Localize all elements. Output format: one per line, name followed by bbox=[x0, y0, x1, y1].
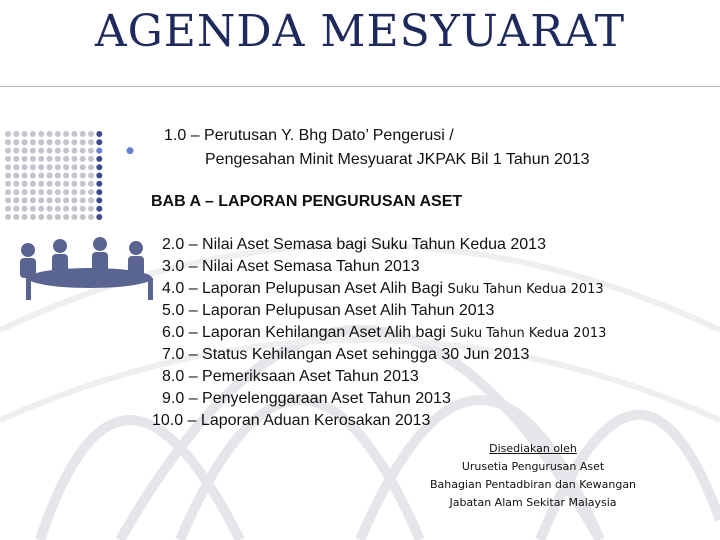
decor-dot bbox=[63, 181, 69, 187]
decor-dot bbox=[38, 206, 44, 212]
decor-dot bbox=[96, 189, 102, 195]
decor-dot bbox=[96, 173, 102, 179]
decor-dot bbox=[55, 164, 61, 170]
decor-dot bbox=[5, 131, 11, 137]
decor-dot bbox=[5, 139, 11, 145]
footer-line-3: Jabatan Alam Sekitar Malaysia bbox=[449, 496, 617, 509]
decor-dot bbox=[63, 139, 69, 145]
decor-dot bbox=[30, 189, 36, 195]
decor-dot bbox=[30, 173, 36, 179]
decor-dot bbox=[88, 197, 94, 203]
decor-dot bbox=[71, 197, 77, 203]
decor-dot bbox=[13, 197, 19, 203]
decor-dot bbox=[71, 173, 77, 179]
agenda-item-text: 2.0 – Nilai Aset Semasa bagi Suku Tahun Kedua 2013 bbox=[162, 236, 546, 253]
decor-dot bbox=[30, 181, 36, 187]
decor-dot bbox=[13, 181, 19, 187]
decor-dot bbox=[63, 206, 69, 212]
decor-dot bbox=[38, 139, 44, 145]
meeting-silhouette-icon bbox=[8, 232, 168, 302]
decor-dot bbox=[13, 173, 19, 179]
decor-dot bbox=[55, 156, 61, 162]
footer-credit bbox=[420, 440, 646, 512]
decor-dot bbox=[22, 148, 28, 154]
decor-dot bbox=[55, 206, 61, 212]
decor-dot bbox=[30, 148, 36, 154]
decor-dot bbox=[5, 173, 11, 179]
agenda-item-suffix: Suku Tahun Kedua 2013 bbox=[447, 282, 604, 297]
agenda-item-text: 4.0 – Laporan Pelupusan Aset Alih Bagi bbox=[162, 280, 448, 297]
agenda-item bbox=[162, 390, 451, 408]
decor-dot bbox=[96, 164, 102, 170]
decor-dot bbox=[96, 148, 102, 154]
decor-dot bbox=[80, 189, 86, 195]
decor-dot bbox=[38, 148, 44, 154]
decor-dot bbox=[47, 214, 53, 220]
decor-dot bbox=[13, 214, 19, 220]
decor-dot bbox=[71, 214, 77, 220]
decor-dot bbox=[47, 156, 53, 162]
decor-dot bbox=[55, 131, 61, 137]
decor-dot bbox=[96, 197, 102, 203]
decor-dot bbox=[71, 189, 77, 195]
decor-dot bbox=[63, 164, 69, 170]
decor-dot bbox=[13, 206, 19, 212]
decor-dot bbox=[38, 164, 44, 170]
agenda-item-text: 6.0 – Laporan Kehilangan Aset Alih bagi bbox=[162, 324, 451, 341]
decor-dot bbox=[38, 189, 44, 195]
decor-dot bbox=[30, 164, 36, 170]
decor-dot bbox=[38, 131, 44, 137]
decor-dot bbox=[30, 139, 36, 145]
decor-dot bbox=[5, 206, 11, 212]
decor-dot bbox=[30, 214, 36, 220]
decor-dot bbox=[71, 206, 77, 212]
agenda-item bbox=[162, 280, 604, 298]
title-divider bbox=[0, 86, 720, 87]
agenda-item bbox=[162, 368, 419, 386]
decor-dot bbox=[22, 197, 28, 203]
footer-line-2: Bahagian Pentadbiran dan Kewangan bbox=[429, 478, 637, 491]
decor-dot bbox=[63, 197, 69, 203]
decor-dot bbox=[22, 189, 28, 195]
decor-dot bbox=[13, 164, 19, 170]
decor-dot bbox=[71, 156, 77, 162]
decor-dot bbox=[5, 197, 11, 203]
decor-dot bbox=[71, 131, 77, 137]
agenda-item-text: 8.0 – Pemeriksaan Aset Tahun 2013 bbox=[162, 368, 419, 385]
decor-dot bbox=[80, 206, 86, 212]
decor-dot bbox=[47, 139, 53, 145]
decor-dot bbox=[22, 164, 28, 170]
decor-dot bbox=[80, 156, 86, 162]
decor-dot bbox=[13, 131, 19, 137]
decor-dot bbox=[30, 206, 36, 212]
decor-dot bbox=[22, 206, 28, 212]
agenda-intro-line2: Pengesahan Minit Mesyuarat JKPAK Bil 1 Tahun 2013 bbox=[205, 151, 590, 168]
decor-dot bbox=[47, 197, 53, 203]
decor-dot bbox=[80, 148, 86, 154]
decor-dot bbox=[96, 131, 102, 137]
decor-dot bbox=[88, 181, 94, 187]
decor-dot bbox=[47, 181, 53, 187]
decor-dot bbox=[5, 148, 11, 154]
dot-grid-decoration bbox=[0, 128, 140, 228]
decor-dot bbox=[88, 148, 94, 154]
decor-dot bbox=[63, 173, 69, 179]
decor-dot bbox=[47, 148, 53, 154]
decor-dot bbox=[22, 181, 28, 187]
decor-dot bbox=[96, 214, 102, 220]
decor-dot bbox=[88, 189, 94, 195]
decor-dot bbox=[38, 197, 44, 203]
decor-dot bbox=[88, 131, 94, 137]
decor-dot bbox=[22, 131, 28, 137]
decor-dot bbox=[71, 139, 77, 145]
decor-dot bbox=[71, 148, 77, 154]
decor-dot bbox=[38, 156, 44, 162]
decor-dot bbox=[63, 131, 69, 137]
decor-dot bbox=[63, 156, 69, 162]
decor-dot-accent bbox=[127, 147, 134, 154]
decor-dot bbox=[88, 214, 94, 220]
agenda-item bbox=[162, 236, 546, 254]
decor-dot bbox=[63, 148, 69, 154]
decor-dot bbox=[55, 181, 61, 187]
decor-dot bbox=[88, 173, 94, 179]
agenda-item bbox=[162, 258, 420, 276]
agenda-intro-line1: 1.0 – Perutusan Y. Bhg Dato’ Pengerusi / bbox=[164, 127, 454, 144]
decor-dot bbox=[47, 189, 53, 195]
agenda-item bbox=[152, 412, 430, 430]
decor-dot bbox=[47, 173, 53, 179]
agenda-item-text: 3.0 – Nilai Aset Semasa Tahun 2013 bbox=[162, 258, 420, 275]
decor-dot bbox=[22, 214, 28, 220]
decor-dot bbox=[5, 181, 11, 187]
decor-dot bbox=[55, 148, 61, 154]
decor-dot bbox=[96, 139, 102, 145]
footer-line-1: Urusetia Pengurusan Aset bbox=[461, 460, 605, 473]
decor-dot bbox=[5, 156, 11, 162]
decor-dot bbox=[71, 181, 77, 187]
decor-dot bbox=[13, 148, 19, 154]
decor-dot bbox=[88, 156, 94, 162]
decor-dot bbox=[47, 131, 53, 137]
decor-dot bbox=[63, 214, 69, 220]
decor-dot bbox=[96, 156, 102, 162]
decor-dot bbox=[55, 139, 61, 145]
footer-heading: Disediakan oleh bbox=[489, 442, 577, 455]
decor-dot bbox=[80, 173, 86, 179]
decor-dot bbox=[88, 164, 94, 170]
decor-dot bbox=[38, 181, 44, 187]
page-title: AGENDA MESYUARAT bbox=[94, 6, 626, 57]
agenda-item bbox=[162, 324, 606, 342]
decor-dot bbox=[80, 214, 86, 220]
decor-dot bbox=[80, 181, 86, 187]
decor-dot bbox=[22, 156, 28, 162]
decor-dot bbox=[96, 181, 102, 187]
decor-dot bbox=[30, 156, 36, 162]
decor-dot bbox=[47, 164, 53, 170]
agenda-item-text: 9.0 – Penyelenggaraan Aset Tahun 2013 bbox=[162, 390, 451, 407]
decor-dot bbox=[80, 139, 86, 145]
decor-dot bbox=[55, 173, 61, 179]
decor-dot bbox=[22, 173, 28, 179]
decor-dot bbox=[38, 214, 44, 220]
section-heading: BAB A – LAPORAN PENGURUSAN ASET bbox=[151, 193, 463, 210]
agenda-item bbox=[162, 346, 529, 364]
agenda-item-text: 10.0 – Laporan Aduan Kerosakan 2013 bbox=[152, 412, 431, 429]
decor-dot bbox=[80, 197, 86, 203]
decor-dot bbox=[38, 173, 44, 179]
agenda-item bbox=[162, 302, 494, 320]
decor-dot bbox=[63, 189, 69, 195]
decor-dot bbox=[5, 164, 11, 170]
decor-dot bbox=[96, 206, 102, 212]
decor-dot bbox=[55, 189, 61, 195]
decor-dot bbox=[55, 197, 61, 203]
decor-dot bbox=[47, 206, 53, 212]
decor-dot bbox=[71, 164, 77, 170]
decor-dot bbox=[55, 214, 61, 220]
agenda-item-suffix: Suku Tahun Kedua 2013 bbox=[450, 326, 607, 341]
decor-dot bbox=[30, 197, 36, 203]
decor-dot bbox=[80, 164, 86, 170]
decor-dot bbox=[30, 131, 36, 137]
decor-dot bbox=[88, 139, 94, 145]
decor-dot bbox=[5, 214, 11, 220]
decor-dot bbox=[13, 139, 19, 145]
decor-dot bbox=[5, 189, 11, 195]
decor-dot bbox=[80, 131, 86, 137]
decor-dot bbox=[13, 156, 19, 162]
agenda-item-text: 5.0 – Laporan Pelupusan Aset Alih Tahun 2013 bbox=[162, 302, 495, 319]
decor-dot bbox=[88, 206, 94, 212]
decor-dot bbox=[22, 139, 28, 145]
decor-dot bbox=[13, 189, 19, 195]
agenda-item-text: 7.0 – Status Kehilangan Aset sehingga 30 Jun 2013 bbox=[162, 346, 530, 363]
